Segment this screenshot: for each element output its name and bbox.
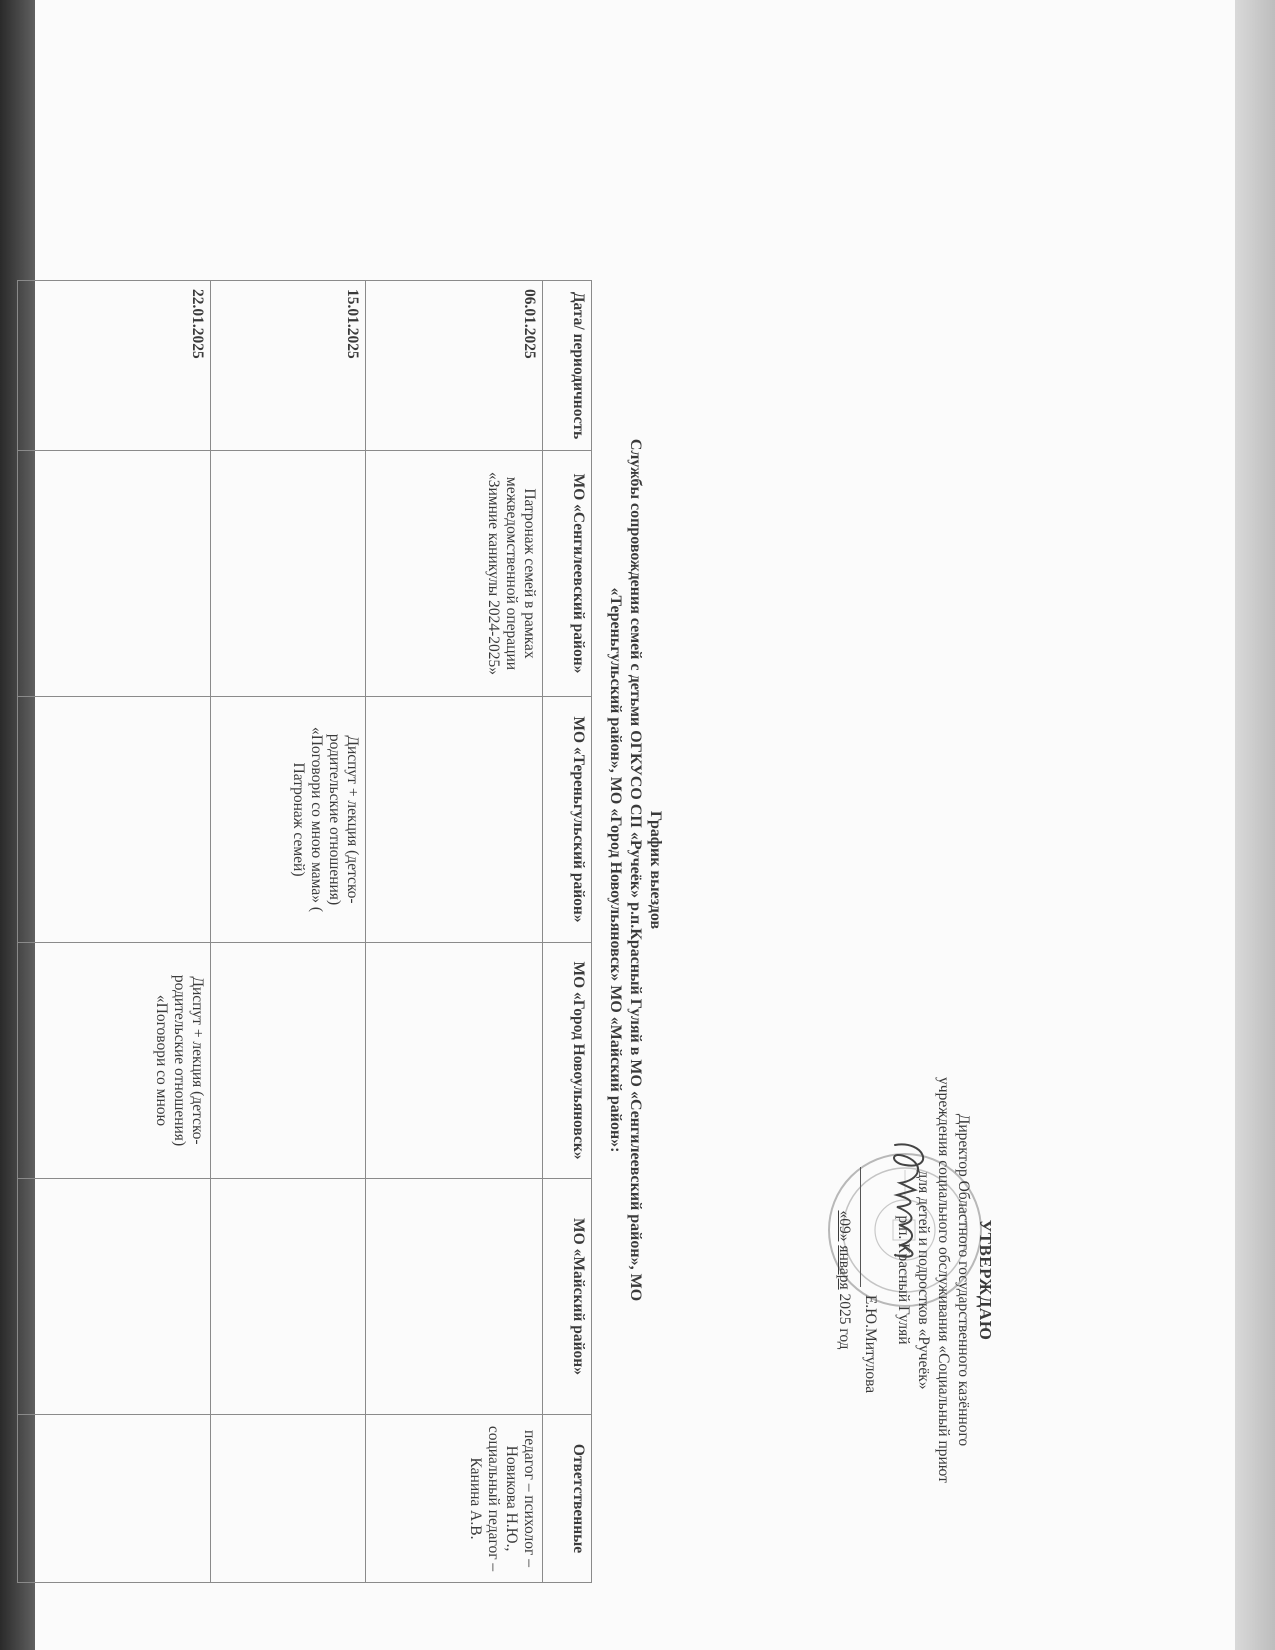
cell-responsible xyxy=(211,1415,366,1583)
approval-date-year: 2025 год xyxy=(836,1293,853,1350)
header-novoulyanovsk: МО «Город Новоульяновск» xyxy=(543,943,592,1179)
cell-terengulsky xyxy=(366,697,543,943)
table-row xyxy=(211,281,366,1583)
cell-maysky xyxy=(366,1179,543,1415)
header-terengulsky: МО «Тереньгульский район» xyxy=(543,697,592,943)
cell-novoulyanovsk xyxy=(366,943,543,1179)
header-maysky: МО «Майский район» xyxy=(543,1179,592,1415)
approval-date xyxy=(834,990,854,1570)
cell-terengulsky: Диспут + лекция (детско-родительские отношения) «Поговори со мною мама» ( Патронаж семей) xyxy=(211,697,366,943)
cell-responsible: педагог – психолог – Новикова Н.Ю., социальный педагог – Канина А.В. xyxy=(366,1415,543,1583)
approval-date-month: января xyxy=(836,1245,853,1290)
table-row xyxy=(366,281,543,1583)
cell-date: 22.01.2025 xyxy=(18,281,211,451)
table-row xyxy=(18,281,211,1583)
title-line-1: График выездов xyxy=(647,810,664,930)
cell-novoulyanovsk xyxy=(211,943,366,1179)
approval-line: Директор Областного государственного казённого xyxy=(955,1113,972,1447)
cell-sengileevsky xyxy=(211,451,366,697)
handwritten-signature-icon xyxy=(875,1135,945,1285)
header-responsible: Ответственные xyxy=(543,1415,592,1583)
cell-novoulyanovsk: Диспут + лекция (детско-родительские отношения) «Поговори со мною xyxy=(18,943,211,1179)
cell-responsible xyxy=(18,1415,211,1583)
approval-date-day: «09» xyxy=(836,1210,853,1242)
document-title xyxy=(605,220,665,1520)
scan-right-edge xyxy=(1235,0,1275,1650)
title-line-2: Службы сопровождения семей с детьми ОГКУСО СП «Ручеёк» р.п.Красный Гуляй в МО «Сенгилеевский район», МО xyxy=(627,438,644,1302)
title-line-3: «Тереньгульский район», МО «Город Новоульяновск» МО «Майский район»: xyxy=(607,587,624,1153)
approval-heading: УТВЕРЖДАЮ xyxy=(976,1219,995,1341)
table-header-row xyxy=(543,281,592,1583)
signer-name: Е.Ю.Митулова xyxy=(862,1294,879,1394)
document-rotated xyxy=(10,130,1110,1608)
cell-maysky xyxy=(211,1179,366,1415)
header-date: Дата/ периодичность xyxy=(543,281,592,451)
cell-sengileevsky xyxy=(18,451,211,697)
cell-sengileevsky: Патронаж семей в рамках межведомственной операции «Зимние каникулы 2024-2025» xyxy=(366,451,543,697)
approval-line: учреждения социального обслуживания «Социальный приют xyxy=(935,1077,952,1483)
cell-maysky xyxy=(18,1179,211,1415)
header-sengileevsky: МО «Сенгилеевский район» xyxy=(543,451,592,697)
cell-terengulsky xyxy=(18,697,211,943)
schedule-table xyxy=(17,280,592,1583)
approval-line: р.п. Красный Гуляй xyxy=(895,1215,912,1345)
cell-date: 06.01.2025 xyxy=(366,281,543,451)
cell-date: 15.01.2025 xyxy=(211,281,366,451)
approval-line: для детей и подростков «Ручеёк» xyxy=(915,1170,932,1390)
